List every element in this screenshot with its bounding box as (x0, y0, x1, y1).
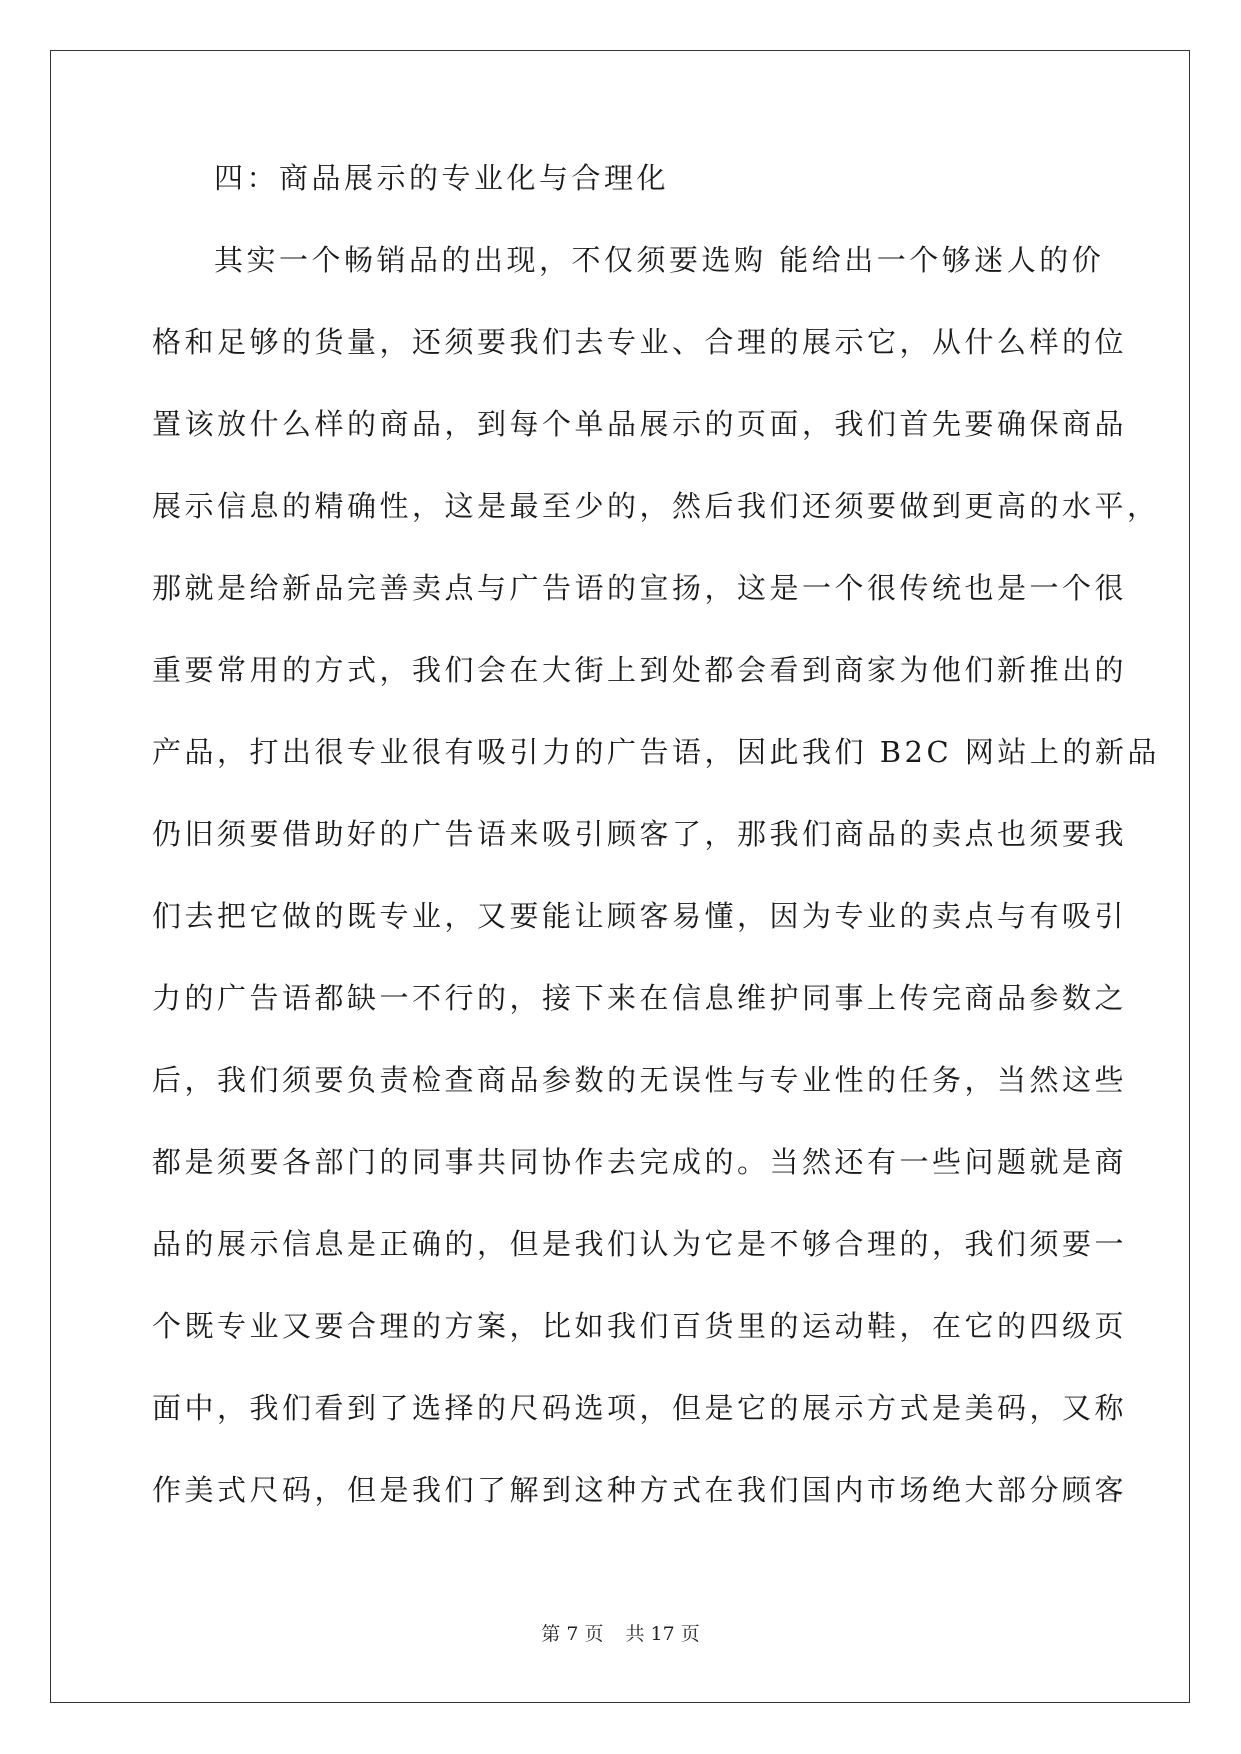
paragraph-line: 那就是给新品完善卖点与广告语的宣扬，这是一个很传统也是一个很 (152, 571, 1128, 605)
paragraph-line: 仍旧须要借助好的广告语来吸引顾客了，那我们商品的卖点也须要我 (152, 817, 1128, 851)
paragraph-line: 置该放什么样的商品，到每个单品展示的页面，我们首先要确保商品 (152, 407, 1128, 441)
paragraph-line: 面中，我们看到了选择的尺码选项，但是它的展示方式是美码，又称 (152, 1391, 1128, 1425)
paragraph-line: 格和足够的货量，还须要我们去专业、合理的展示它，从什么样的位 (152, 325, 1128, 359)
paragraph-line: 展示信息的精确性，这是最至少的，然后我们还须要做到更高的水平， (152, 489, 1160, 523)
paragraph-line: 力的广告语都缺一不行的，接下来在信息维护同事上传完商品参数之 (152, 981, 1128, 1015)
paragraph-line: 品的展示信息是正确的，但是我们认为它是不够合理的，我们须要一 (152, 1227, 1128, 1261)
paragraph-line: 后，我们须要负责检查商品参数的无误性与专业性的任务，当然这些 (152, 1063, 1128, 1097)
page-total: 共 17 页 (625, 1623, 700, 1645)
paragraph-line: 产品，打出很专业很有吸引力的广告语，因此我们 B2C 网站上的新品 (152, 735, 1160, 769)
document-body (152, 158, 1160, 1552)
paragraph-line: 其实一个畅销品的出现，不仅须要选购 能给出一个够迷人的价 (214, 243, 1105, 277)
paragraph-line: 都是须要各部门的同事共同协作去完成的。当然还有一些问题就是商 (152, 1145, 1128, 1179)
section-heading: 四：商品展示的专业化与合理化 (214, 161, 670, 195)
paragraph-line: 作美式尺码，但是我们了解到这种方式在我们国内市场绝大部分顾客 (152, 1473, 1128, 1507)
page-number: 第 7 页 (541, 1623, 604, 1645)
paragraph-line: 个既专业又要合理的方案，比如我们百货里的运动鞋，在它的四级页 (152, 1309, 1128, 1343)
paragraph-line: 重要常用的方式，我们会在大街上到处都会看到商家为他们新推出的 (152, 653, 1128, 687)
page-footer (0, 1622, 1241, 1646)
paragraph-line: 们去把它做的既专业，又要能让顾客易懂，因为专业的卖点与有吸引 (152, 899, 1128, 933)
